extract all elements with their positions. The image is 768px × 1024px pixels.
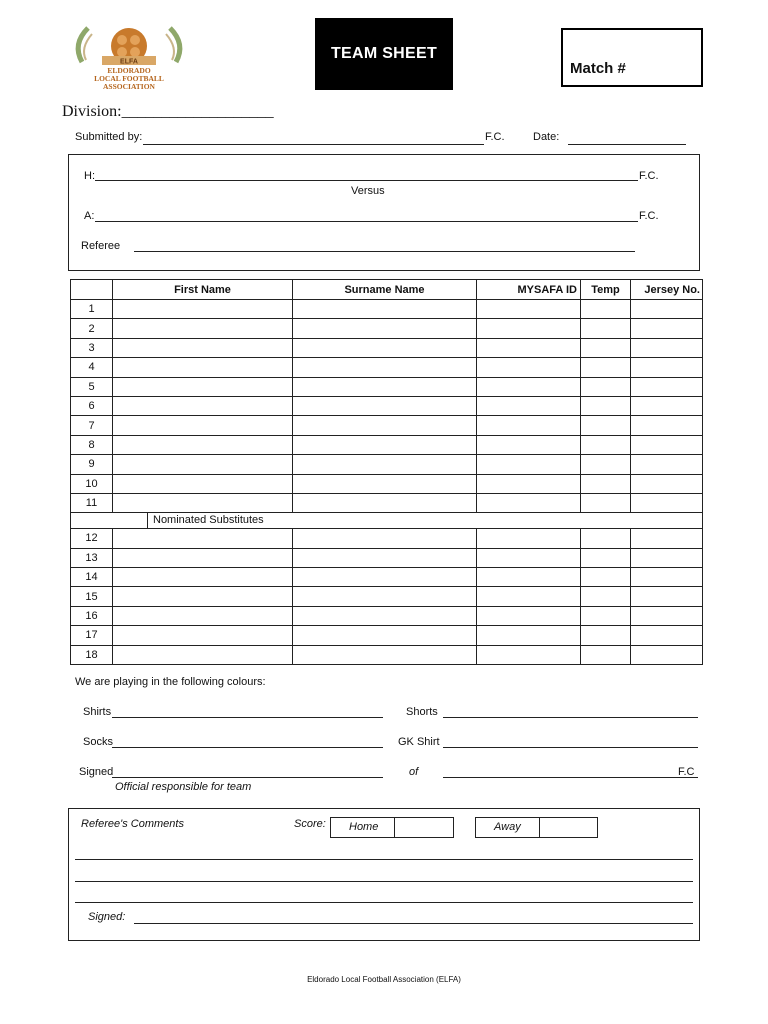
official-label: Official responsible for team [115,781,252,793]
temp-cell[interactable] [581,319,631,338]
first-name-cell[interactable] [113,455,293,474]
table-row [71,493,703,512]
temp-cell[interactable] [581,338,631,357]
mysafa-id-cell[interactable] [477,548,581,567]
socks-label: Socks [83,736,113,748]
first-name-cell[interactable] [113,435,293,454]
referee-comments-label: Referee's Comments [81,818,184,830]
first-name-cell[interactable] [113,474,293,493]
jersey-number-cell[interactable] [631,319,703,338]
table-row [71,416,703,435]
surname-cell[interactable] [293,338,477,357]
row-number: 15 [71,587,113,606]
away-fc-label: F.C. [639,210,659,222]
row-number: 14 [71,568,113,587]
row-number: 17 [71,626,113,645]
temp-cell[interactable] [581,548,631,567]
surname-cell[interactable] [293,587,477,606]
home-label: H: [84,170,95,182]
row-number: 13 [71,548,113,567]
surname-cell[interactable] [293,474,477,493]
first-name-cell[interactable] [113,319,293,338]
logo-line-2: LOCAL FOOTBALL [94,74,164,83]
of-label: of [409,766,419,778]
temp-cell[interactable] [581,645,631,664]
submitted-by-label: Submitted by: [75,131,143,143]
col-temp-header: Temp [581,280,631,300]
ref-signed-line[interactable] [134,923,693,924]
jersey-number-cell[interactable] [631,606,703,625]
mysafa-id-cell[interactable] [477,416,581,435]
jersey-number-cell[interactable] [631,474,703,493]
mysafa-id-cell[interactable] [477,455,581,474]
shorts-label: Shorts [406,706,438,718]
table-row [71,474,703,493]
away-score-box[interactable] [475,817,598,838]
referee-line[interactable] [134,251,635,252]
jersey-number-cell[interactable] [631,568,703,587]
row-number: 12 [71,529,113,548]
date-label: Date: [533,131,560,143]
comment-line-3[interactable] [75,902,693,903]
col-number-header [71,280,113,300]
mysafa-id-cell[interactable] [477,493,581,512]
first-name-cell[interactable] [113,626,293,645]
jersey-number-cell[interactable] [631,493,703,512]
table-row [71,606,703,625]
jersey-number-cell[interactable] [631,300,703,319]
table-row [71,319,703,338]
jersey-number-cell[interactable] [631,455,703,474]
row-number: 3 [71,338,113,357]
mysafa-id-cell[interactable] [477,338,581,357]
submitted-fc-label: F.C. [485,131,505,143]
temp-cell[interactable] [581,568,631,587]
team-of-line[interactable] [443,777,698,778]
first-name-cell[interactable] [113,645,293,664]
row-number: 8 [71,435,113,454]
mysafa-id-cell[interactable] [477,300,581,319]
title-text: TEAM SHEET [330,45,438,62]
comment-line-1[interactable] [75,859,693,860]
first-name-cell[interactable] [113,548,293,567]
jersey-number-cell[interactable] [631,396,703,415]
date-line[interactable] [568,144,686,145]
signed-line[interactable] [112,777,383,778]
submitted-by-line[interactable] [143,144,484,145]
jersey-number-cell[interactable] [631,435,703,454]
surname-cell[interactable] [293,435,477,454]
jersey-number-cell[interactable] [631,338,703,357]
fixture-box [68,154,700,271]
logo-line-3: ASSOCIATION [103,82,155,91]
jersey-number-cell[interactable] [631,626,703,645]
surname-cell[interactable] [293,319,477,338]
table-row [71,529,703,548]
row-number: 6 [71,396,113,415]
division-field[interactable]: Division:___________________ [62,103,274,120]
temp-cell[interactable] [581,626,631,645]
first-name-cell[interactable] [113,529,293,548]
temp-cell[interactable] [581,377,631,396]
signed-label: Signed [79,766,114,778]
first-name-cell[interactable] [113,300,293,319]
away-score-label: Away [476,818,540,837]
score-label: Score: [294,818,326,830]
table-header-row [71,280,703,300]
first-name-cell[interactable] [113,358,293,377]
players-table [70,279,703,665]
comment-line-2[interactable] [75,881,693,882]
jersey-number-cell[interactable] [631,587,703,606]
match-number-box[interactable] [561,28,703,87]
surname-cell[interactable] [293,396,477,415]
mysafa-id-cell[interactable] [477,645,581,664]
row-number: 5 [71,377,113,396]
mysafa-id-cell[interactable] [477,435,581,454]
first-name-cell[interactable] [113,338,293,357]
temp-cell[interactable] [581,606,631,625]
surname-cell[interactable] [293,548,477,567]
surname-cell[interactable] [293,568,477,587]
row-number: 2 [71,319,113,338]
subs-heading-row [71,513,703,529]
socks-line[interactable] [112,747,383,748]
elfa-logo [64,22,194,94]
table-row [71,645,703,664]
surname-cell[interactable] [293,529,477,548]
ref-signed-label: Signed: [88,911,126,923]
table-row [71,377,703,396]
jersey-number-cell[interactable] [631,358,703,377]
temp-cell[interactable] [581,358,631,377]
logo-ribbon-text: ELFA [120,58,138,66]
jersey-number-cell[interactable] [631,377,703,396]
temp-cell[interactable] [581,396,631,415]
surname-cell[interactable] [293,645,477,664]
home-score-label: Home [331,818,395,837]
temp-cell[interactable] [581,587,631,606]
table-row [71,626,703,645]
shirts-label: Shirts [83,706,112,718]
table-row [71,548,703,567]
row-number: 4 [71,358,113,377]
surname-cell[interactable] [293,377,477,396]
table-row [71,587,703,606]
mysafa-id-cell[interactable] [477,606,581,625]
referee-label: Referee [81,240,121,252]
jersey-number-cell[interactable] [631,548,703,567]
temp-cell[interactable] [581,300,631,319]
gk-shirt-label: GK Shirt [398,736,440,748]
colours-intro: We are playing in the following colours: [75,676,266,688]
home-team-line[interactable] [95,180,638,181]
mysafa-id-cell[interactable] [477,568,581,587]
surname-cell[interactable] [293,493,477,512]
mysafa-id-cell[interactable] [477,358,581,377]
table-row [71,396,703,415]
logo-line-1: ELDORADO [107,66,151,75]
temp-cell[interactable] [581,416,631,435]
mysafa-id-cell[interactable] [477,587,581,606]
first-name-cell[interactable] [113,493,293,512]
surname-cell[interactable] [293,626,477,645]
table-row [71,435,703,454]
gk-shirt-line[interactable] [443,747,698,748]
shirts-line[interactable] [112,717,383,718]
mysafa-id-cell[interactable] [477,529,581,548]
table-row [71,358,703,377]
temp-cell[interactable] [581,474,631,493]
table-row [71,455,703,474]
subs-label: Nominated Substitutes [147,513,264,528]
jersey-number-cell[interactable] [631,416,703,435]
first-name-cell[interactable] [113,396,293,415]
row-number: 18 [71,645,113,664]
row-number: 9 [71,455,113,474]
of-fc-label: F.C [678,766,695,778]
temp-cell[interactable] [581,455,631,474]
mysafa-id-cell[interactable] [477,319,581,338]
surname-cell[interactable] [293,606,477,625]
shorts-line[interactable] [443,717,698,718]
temp-cell[interactable] [581,493,631,512]
page-title [315,18,453,90]
jersey-number-cell[interactable] [631,529,703,548]
row-number: 16 [71,606,113,625]
row-number: 10 [71,474,113,493]
col-mysafa-header: MYSAFA ID [477,280,581,300]
mysafa-id-cell[interactable] [477,474,581,493]
mysafa-id-cell[interactable] [477,626,581,645]
temp-cell[interactable] [581,435,631,454]
row-number: 11 [71,493,113,512]
col-surname-header: Surname Name [293,280,477,300]
jersey-number-cell[interactable] [631,645,703,664]
mysafa-id-cell[interactable] [477,377,581,396]
versus-label: Versus [351,185,385,197]
footer-text: Eldorado Local Football Association (ELFA) [307,975,461,984]
away-label: A: [84,210,95,222]
row-number: 7 [71,416,113,435]
away-team-line[interactable] [95,221,638,222]
surname-cell[interactable] [293,300,477,319]
col-jersey-header: Jersey No. [631,280,703,300]
first-name-cell[interactable] [113,587,293,606]
table-row [71,300,703,319]
first-name-cell[interactable] [113,416,293,435]
surname-cell[interactable] [293,455,477,474]
surname-cell[interactable] [293,416,477,435]
col-first-name-header: First Name [113,280,293,300]
table-row [71,338,703,357]
temp-cell[interactable] [581,529,631,548]
first-name-cell[interactable] [113,568,293,587]
match-label: Match # [570,60,626,77]
first-name-cell[interactable] [113,377,293,396]
home-fc-label: F.C. [639,170,659,182]
first-name-cell[interactable] [113,606,293,625]
row-number: 1 [71,300,113,319]
home-score-box[interactable] [330,817,454,838]
surname-cell[interactable] [293,358,477,377]
mysafa-id-cell[interactable] [477,396,581,415]
table-row [71,568,703,587]
